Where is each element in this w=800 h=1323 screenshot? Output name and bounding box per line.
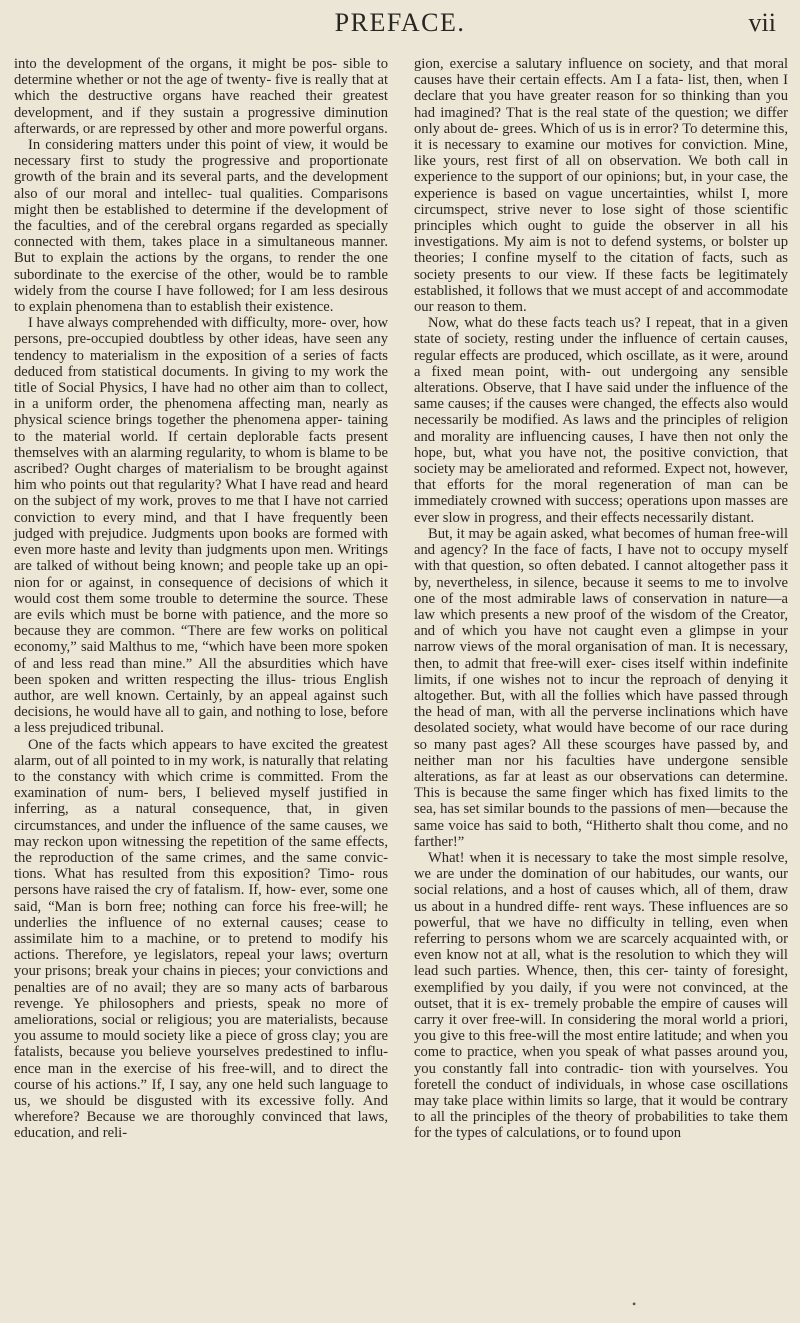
paragraph: In considering matters under this point of view, it would be necessary first to study the progressive and proportionate growth of the brain and its several parts, and the development also of our moral and intellec- tual qualities. Comparisons might then be established to determine if the development of the faculties, and of the cerebral organs regarded as specially connected with them, takes place in a simultaneous manner. But to explain the actions by the organs, to render the one subordinate to the exercise of the other, would be to ramble widely from the course I have followed; for I am less desirous to explain phenomena than to establish their existence. (14, 137, 388, 316)
stray-mark: • (632, 1297, 637, 1311)
left-column (14, 56, 388, 1142)
running-head (0, 6, 800, 46)
paragraph: into the development of the organs, it might be pos- sible to determine whether or not the age of twenty- five is really that at which the destructive organs have reached their greatest development, and if they sustain a progressive diminution afterwards, or are repressed by other and more powerful organs. (14, 56, 388, 137)
paragraph: Now, what do these facts teach us? I repeat, that in a given state of society, resting under the influence of certain causes, regular effects are produced, which oscillate, as it were, around a fixed mean point, with- out undergoing any sensible alterations. Observe, that I have said under the influence of the same causes; if the causes were changed, the effects also would necessarily be modified. As laws and the principles of religion and morality are influencing causes, I have then not only the hope, but, what you have not, the positive conviction, that society may be ameliorated and reformed. Expect not, however, that efforts for the moral regeneration of man can be immediately crowned with success; operations upon masses are ever slow in progress, and their effects necessarily distant. (414, 315, 788, 526)
paragraph: But, it may be again asked, what becomes of human free-will and agency? In the face of facts, I have not to occupy myself with that question, so often debated. I cannot altogether pass it by, nevertheless, in silence, because it seems to me to involve one of the most admirable laws of conservation in nature—a law which presents a new proof of the wisdom of the Creator, and of which you have not caught even a glimpse in your narrow views of the moral organisation of man. It is necessary, then, to admit that free-will exer- cises itself within indefinite limits, if one wishes not to incur the reproach of denying it altogether. But, with all the follies which have passed through the head of man, with all the perverse inclinations which have desolated society, what would have become of our race during so many past ages? All these scourges have passed by, and neither man nor his faculties have undergone sensible alterations, as far at least as our observations can determine. This is because the same finger which has fixed limits to the sea, has set similar bounds to the passions of men—because the same voice has said to both, “Hitherto shalt thou come, and no farther!” (414, 525, 788, 850)
page-number: vii (748, 8, 776, 37)
paragraph: What! when it is necessary to take the most simple resolve, we are under the domination of our habitudes, our wants, our social relations, and a host of causes which, all of them, draw us about in a hundred diffe- rent ways. These influences are so powerful, that we have no difficulty in telling, even when referring to persons whom we are scarcely acquainted with, or even know not at all, what is the resolution to which they will lead such parties. Whence, then, this cer- tainty of foresight, exemplified by you daily, if you were not convinced, at the outset, that it is ex- tremely probable the empire of causes will carry it over free-will. In considering the moral world a priori, you give to this free-will the most entire latitude; and when you come to practice, when you speak of what passes around you, you constantly fall into contradic- tion with yourselves. You foretell the conduct of individuals, in whose case oscillations may take place within limits so large, that it would be contrary to all the principles of the theory of probabilities to take them for the types of calculations, or to found upon (414, 849, 788, 1142)
running-title: PREFACE. (334, 8, 466, 37)
right-column (414, 56, 788, 1142)
paragraph: One of the facts which appears to have excited the greatest alarm, out of all pointed to in my work, is naturally that relating to the constancy with which crime is committed. From the examination of num- bers, I believed myself justified in inferring, as a natural consequence, that, in given circumstances, and under the influence of the same causes, we may reckon upon witnessing the repetition of the same effects, the reproduction of the same crimes, and the same convic- tions. What has resulted from this exposition? Timo- rous persons have raised the cry of fatalism. If, how- ever, some one said, “Man is born free; nothing can force his free-will; he underlies the influence of no external causes; cease to assimilate him to a machine, or to pretend to modify his actions. Therefore, ye legislators, repeal your laws; overturn your prisons; break your chains in pieces; your convictions and penalties are of no avail; they are so many acts of barbarous revenge. Ye philosophers and priests, speak no more of ameliorations, social or religious; you are materialists, because you assume to mould society like a piece of gross clay; you are fatalists, because you believe yourselves predestined to influ- ence man in the exercise of his free-will, and to direct the course of his actions.” If, I say, any one held such language to us, we should be disgusted with its excessive folly. And wherefore? Because we are thoroughly convinced that laws, education, and reli- (14, 736, 388, 1142)
paragraph: gion, exercise a salutary influence on society, and that moral causes have their certain effects. Am I a fata- list, then, when I declare that you have greater reason for so thinking than you had imagined? That is the real state of the question; we differ only about de- grees. Which of us is in error? To determine this, it is necessary to examine our motives for conviction. Mine, like yours, rest first of all on observation. We both call in experience to the support of our opinions; but, in your case, the experience is based on vague uncertainties, whilst I, more circumspect, strive never to lose sight of those scientific principles which ought to guide the observer in all his investigations. My aim is not to defend systems, or bolster up theories; I confine myself to the citation of facts, such as society presents to our view. If these facts be legitimately established, it follows that we must accept of and accommodate our reason to them. (414, 56, 788, 316)
paragraph: I have always comprehended with difficulty, more- over, how persons, pre-occupied doubtless by other ideas, have seen any tendency to materialism in the exposition of a series of facts deduced from statistical documents. In giving to my work the title of Social Physics, I have had no other aim than to collect, in a uniform order, the phenomena affecting man, nearly as physical science brings together the phenomena apper- taining to the material world. If certain deplorable facts present themselves with an alarming regularity, to whom is blame to be ascribed? Ought charges of materialism to be brought against him who points out that regularity? What I have read and heard on the subject of my work, proves to me that I have not carried conviction to every mind, and that I have frequently been judged with prejudice. Judgments upon books are formed with even more haste and levity than judgments upon men. Writings are talked of without being known; and people take up an opi- nion for or against, in consequence of decisions of which it would cost them some trouble to determine the source. These are evils which must be borne with patience, and the more so because they are common. “There are few works on political economy,” said Malthus to me, “which have been more spoken of and less read than mine.” All the absurdities which have been spoken and written respecting the illus- trious English author, are well known. Certainly, by an appeal against such decisions, he would have all to gain, and nothing to lose, before a less prejudiced tribunal. (14, 315, 388, 737)
